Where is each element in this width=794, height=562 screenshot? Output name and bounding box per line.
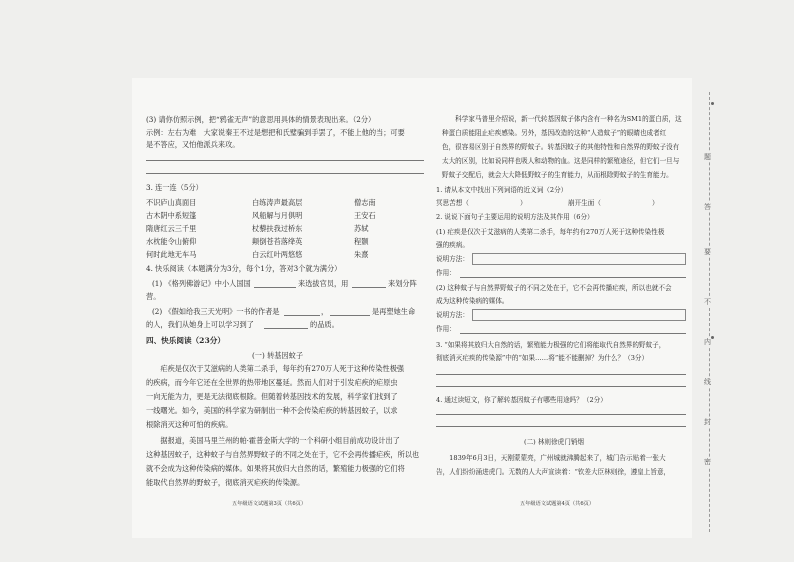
match-poet[interactable]: 僧志南 bbox=[354, 198, 376, 207]
page-footer-left: 五年级语文试题第3页（共6页） bbox=[232, 501, 307, 507]
passage-line: 的疾病，而今年它还在全世界的热带地区蔓延。然而人们对于引发疟疾的疟原虫 bbox=[146, 378, 398, 387]
question-4-2-part5: 的品质。 bbox=[310, 320, 339, 329]
question-3-line1: 3. “如果将其放归大自然的话，繁殖能力极强的它们将能取代自然界的野蚊子， bbox=[436, 341, 666, 349]
blank[interactable] bbox=[352, 287, 386, 288]
synonym-b: 崩开生面（ bbox=[568, 199, 601, 207]
passage-line: 野蚊子交配后，就会大大降低野蚊子的生育能力，从而根除野蚊子的生育能力。 bbox=[442, 171, 673, 179]
match-poem-line[interactable]: 古木阴中系短篷 bbox=[146, 211, 197, 220]
effect-label: 作用： bbox=[436, 269, 456, 277]
page-footer-right: 五年级语文试题第4页（共6页） bbox=[520, 501, 595, 507]
passage-line: 色，很容易区别于自然界的野蚊子。转基因蚊子的其他特性和自然界的野蚊子没有 bbox=[442, 143, 680, 151]
passage-line: 一线曙光。如今，美国的科学家为研制出一种不会传染疟疾的转基因蚊子，以求 bbox=[146, 406, 398, 415]
answer-line[interactable] bbox=[460, 333, 686, 334]
method-label: 说明方法： bbox=[436, 255, 469, 263]
match-poet[interactable]: 王安石 bbox=[354, 211, 376, 220]
question-4-2: (2) 《假如给我三天光明》一书的作者是 bbox=[152, 307, 280, 316]
effect-label: 作用： bbox=[436, 325, 456, 333]
passage-line: 告，人们纷纷涌进虎门。无数的人大声宣读着：“钦差大臣林则徐，遵皇上旨意， bbox=[436, 468, 671, 476]
seal-char: 密 bbox=[704, 458, 711, 466]
passage-line: 能取代自然界的野蚊子，彻底消灭疟疾的传染源。 bbox=[146, 478, 305, 487]
binding-hole bbox=[711, 336, 714, 339]
match-poem-line[interactable]: 水枕能令山俯仰 bbox=[146, 237, 197, 246]
match-poem-line[interactable]: 白云红叶两悠悠 bbox=[252, 250, 303, 259]
binding-strip bbox=[700, 92, 720, 542]
question-4-2-part2: ， bbox=[321, 307, 329, 316]
match-poem-line[interactable]: 风船解与月俱明 bbox=[252, 211, 303, 220]
passage-1-title: (一) 转基因蚊子 bbox=[252, 351, 304, 360]
synonym-a: 冥思苦想（ bbox=[436, 199, 469, 207]
passage-line: 太大的区别，比如说同样也吸人和动物的血。这是同样的繁殖途径，但它们一旦与 bbox=[442, 157, 680, 165]
question-3-title: 3. 连一连（5分） bbox=[146, 183, 203, 192]
blank[interactable] bbox=[330, 315, 370, 316]
question-4-1-part2: 来选拔官员，用 bbox=[298, 279, 349, 288]
question-4-1-part4: 营。 bbox=[146, 292, 161, 301]
seal-char: 内 bbox=[704, 338, 711, 346]
passage-line: 科学家马普里介绍说，新一代转基因蚊子体内含有一种名为SM1的蛋白质，这 bbox=[442, 115, 682, 123]
match-poem-line[interactable]: 不识庐山真面目 bbox=[146, 198, 197, 207]
seal-char: 线 bbox=[704, 378, 711, 386]
method-label: 说明方法： bbox=[436, 311, 469, 319]
section-4-title: 四、快乐阅读（23分） bbox=[146, 336, 225, 345]
seal-char: 封 bbox=[704, 418, 711, 426]
match-poet[interactable]: 朱熹 bbox=[354, 250, 369, 259]
question-2: 2. 说说下面句子主要运用的说明方法及其作用（6分） bbox=[436, 213, 594, 221]
passage-line: 这种基因蚊子，这种蚊子与自然界野蚊子的不同之处在于，它不会再传播疟疾，所以也 bbox=[146, 450, 420, 459]
match-poem-line[interactable]: 隋唐红云三千里 bbox=[146, 224, 197, 233]
answer-line[interactable] bbox=[436, 414, 686, 415]
method-answer-box[interactable] bbox=[472, 309, 686, 321]
passage-line: 据报道，美国马里兰州的帕·霍普金斯大学的一个科研小组目前成功设计出了 bbox=[146, 436, 400, 445]
question-3-line2: 彻底消灭疟疾的传染源”中的“如果……将”能不能删掉？为什么？（3分） bbox=[436, 354, 649, 362]
question-1: 1. 请从本文中找出下列词语的近义词（2分） bbox=[436, 186, 568, 194]
passage-line: 就不会成为这种传染病的媒体。如果将其放归大自然的话，繁殖能力极强的它们将 bbox=[146, 464, 405, 473]
question-2-2-line1: (2) 这种蚊子与自然界野蚊子的不同之处在于，它不会再传播疟疾，所以也就不会 bbox=[436, 284, 672, 292]
match-poem-line[interactable]: 何时此地无车马 bbox=[146, 250, 197, 259]
passage-line: 种蛋白质能阻止疟疾感染。另外，基因改造的这种“人造蚊子”的眼睛也成者红 bbox=[442, 129, 667, 137]
blank[interactable] bbox=[284, 315, 320, 316]
match-poem-line[interactable]: 颠倒苍苔落绛英 bbox=[252, 237, 303, 246]
answer-line[interactable] bbox=[436, 386, 686, 387]
match-poem-line[interactable]: 杖藜扶我过桥东 bbox=[252, 224, 303, 233]
match-poet[interactable]: 苏轼 bbox=[354, 224, 369, 233]
passage-line: 1839年6月3日，天刚蒙蒙亮，广州城就沸腾起来了，城门告示贴着一张大 bbox=[436, 454, 666, 462]
passage-line: 疟疾是仅次于艾滋病的人类第二杀手，每年约有270万人死于这种传染性极强 bbox=[146, 364, 405, 373]
match-poem-line[interactable]: 白练涛声最高层 bbox=[252, 198, 303, 207]
example-line-2: 是不答应，又怕他派兵来攻。 bbox=[146, 140, 240, 149]
answer-line[interactable] bbox=[436, 426, 686, 427]
example-line-1: 示例：左右为难 大家说秦王不过是想把和氏璧骗到手罢了，不能上他的当；可要 bbox=[146, 128, 405, 137]
question-4: 4. 通过读短文，你了解转基因蚊子有哪些用途吗？（2分） bbox=[436, 396, 607, 404]
question-4-1-part3: 来划分阵 bbox=[388, 279, 417, 288]
question-4-2-part3: 是再塑她生命 bbox=[372, 307, 416, 316]
passage-line: 一向无能为力，更是无法彻底根除。但随着转基因技术的发展，科学家们找到了 bbox=[146, 392, 398, 401]
seal-char: 答 bbox=[704, 203, 711, 211]
seal-char: 题 bbox=[704, 153, 711, 161]
answer-line[interactable] bbox=[436, 374, 686, 375]
question-2-2-line2: 成为这种传染病的媒体。 bbox=[436, 297, 509, 305]
question-3-3: (3) 请你仿照示例，把“鸦雀无声”的意思用具体的情景表现出来。（2分） bbox=[146, 115, 376, 124]
answer-line[interactable] bbox=[146, 160, 424, 161]
answer-line[interactable] bbox=[146, 173, 424, 174]
binding-hole bbox=[711, 102, 714, 105]
passage-2-title: (二) 林则徐虎门销烟 bbox=[524, 438, 584, 446]
question-4-title: 4. 快乐阅读（本题满分为3分，每个1分，答对3个就为满分） bbox=[146, 264, 342, 273]
synonym-b-close: ） bbox=[652, 199, 659, 207]
question-4-2-part4: 的人，我们从她身上可以学习到了 bbox=[146, 320, 254, 329]
match-poet[interactable]: 程颢 bbox=[354, 237, 369, 246]
method-answer-box[interactable] bbox=[472, 253, 686, 265]
passage-line: 根除消灭这种可怕的疾病。 bbox=[146, 420, 233, 429]
synonym-a-close: ） bbox=[520, 199, 527, 207]
blank[interactable] bbox=[264, 328, 308, 329]
question-4-1: (1) 《格列佛游记》中小人国国 bbox=[152, 279, 251, 288]
seal-char: 不 bbox=[704, 298, 711, 306]
blank[interactable] bbox=[254, 287, 296, 288]
question-2-1-line1: (1) 疟疾是仅次于艾滋病的人类第二杀手，每年约有270万人死于这种传染性极 bbox=[436, 228, 665, 236]
question-2-1-line2: 强的疾病。 bbox=[436, 241, 469, 249]
seal-char: 要 bbox=[704, 248, 711, 256]
answer-line[interactable] bbox=[460, 277, 686, 278]
